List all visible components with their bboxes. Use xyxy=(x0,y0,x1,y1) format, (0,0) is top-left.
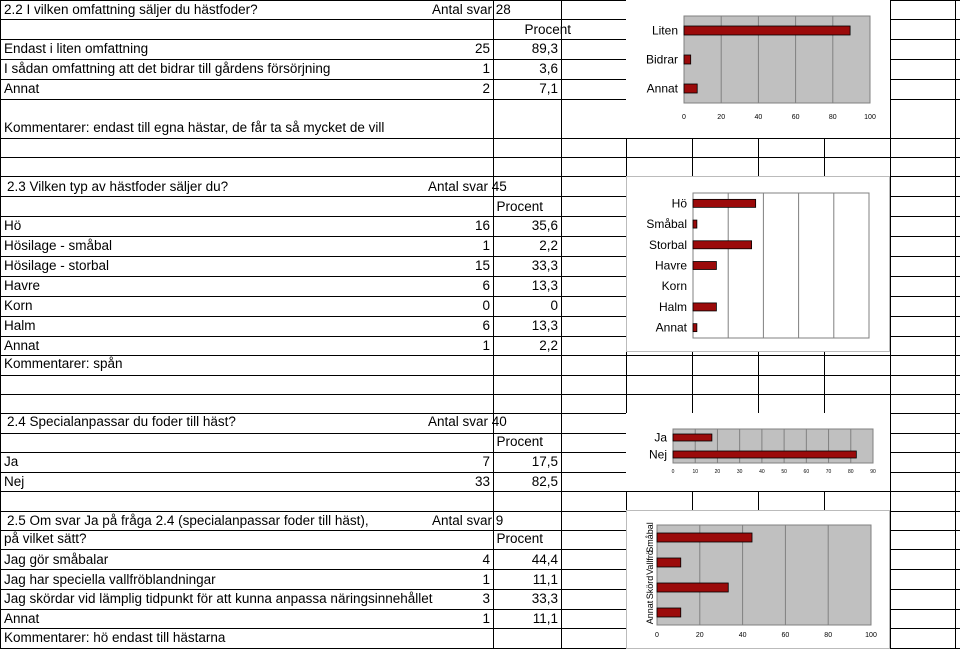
row-count: 0 xyxy=(482,298,490,313)
row-percent: 7,1 xyxy=(539,81,558,96)
bar xyxy=(693,262,716,270)
category-label: Korn xyxy=(661,279,687,294)
row-percent: 0 xyxy=(550,298,558,313)
tick-label: 10 xyxy=(692,469,699,475)
bar xyxy=(657,608,681,617)
plot-area xyxy=(693,193,869,338)
row-percent: 2,2 xyxy=(539,338,558,353)
tick-label: 0 xyxy=(655,632,659,639)
row-percent: 17,5 xyxy=(531,454,558,469)
tick-label: 20 xyxy=(717,114,726,121)
row-label: Hösilage - storbal xyxy=(4,258,110,273)
section-title-continued: på vilket sätt? xyxy=(4,531,87,546)
bar xyxy=(684,55,691,64)
section-title: 2.2 I vilken omfattning säljer du hästfoder? xyxy=(4,2,258,17)
tick-label: 80 xyxy=(824,632,833,639)
tick-label: 60 xyxy=(803,469,810,475)
tick-label: 20 xyxy=(714,469,721,475)
procent-header: Procent xyxy=(496,531,543,546)
row-label: I sådan omfattning att det bidrar till gårdens försörjning xyxy=(4,61,331,76)
chart-pa-vilket-satt xyxy=(626,510,890,649)
row-label: Annat xyxy=(4,610,40,626)
row-percent: 35,6 xyxy=(531,218,558,233)
bar-chart xyxy=(626,413,890,491)
row-count: 1 xyxy=(482,238,490,253)
category-label: Skörd xyxy=(645,575,655,600)
row-percent: 82,5 xyxy=(531,474,558,489)
row-count: 1 xyxy=(482,610,490,626)
row-label: Jag skördar vid lämplig tidpunkt för att kunna anpassa näringsinnehållet xyxy=(4,591,433,606)
row-label: Endast i liten omfattning xyxy=(4,41,149,56)
tick-label: 70 xyxy=(825,469,832,475)
row-percent: 44,4 xyxy=(531,552,558,567)
tick-label: 60 xyxy=(781,632,790,639)
tick-label: 80 xyxy=(847,469,854,475)
section-title: 2.5 Om svar Ja på fråga 2.4 (specialanpassar foder till häst), xyxy=(7,513,369,528)
row-count: 3 xyxy=(482,591,490,606)
category-label: Annat xyxy=(646,81,678,96)
row-percent: 13,3 xyxy=(531,318,558,333)
bar xyxy=(693,324,697,332)
tick-label: 0 xyxy=(671,469,675,475)
tick-label: 40 xyxy=(738,632,747,639)
tick-label: 50 xyxy=(781,469,787,475)
row-percent: 89,3 xyxy=(531,41,558,56)
row-label: Hösilage - småbal xyxy=(4,238,113,253)
category-label: Bidrar xyxy=(645,52,678,67)
category-label: Storbal xyxy=(648,237,687,252)
category-label: Halm xyxy=(658,299,687,314)
bar xyxy=(693,220,697,228)
category-label: Småbal xyxy=(646,217,687,232)
antal-svar: Antal svar 40 xyxy=(428,414,507,429)
row-label: Nej xyxy=(4,474,25,489)
row-label: Jag har speciella vallfröblandningar xyxy=(4,571,216,587)
bar-chart xyxy=(627,177,889,351)
row-percent: 11,1 xyxy=(532,610,558,626)
bar xyxy=(673,434,712,441)
tick-label: 20 xyxy=(695,632,704,639)
row-count: 33 xyxy=(474,474,490,489)
row-label: Korn xyxy=(4,298,33,313)
section-title: 2.3 Vilken typ av hästfoder säljer du? xyxy=(7,179,229,194)
section-title: 2.4 Specialanpassar du foder till häst? xyxy=(7,414,236,429)
chart-omfattning xyxy=(626,0,890,138)
tick-label: 0 xyxy=(682,114,686,121)
procent-header: Procent xyxy=(496,434,543,449)
bar xyxy=(684,84,697,93)
bar xyxy=(657,558,681,567)
tick-label: 100 xyxy=(864,114,876,121)
row-percent: 2,2 xyxy=(539,238,558,253)
bar xyxy=(693,303,716,311)
row-count: 2 xyxy=(482,81,490,96)
antal-svar: Antal svar 28 xyxy=(432,2,511,17)
category-label: Nej xyxy=(648,447,667,462)
row-count: 4 xyxy=(482,552,490,567)
category-label: Annat xyxy=(655,320,687,335)
row-percent: 13,3 xyxy=(531,278,558,293)
comment: Kommentarer: hö endast till hästarna xyxy=(4,630,226,645)
row-label: Annat xyxy=(4,338,40,353)
comment: Kommentarer: spån xyxy=(4,356,123,371)
row-count: 16 xyxy=(474,218,490,233)
row-count: 1 xyxy=(482,338,490,353)
procent-header: Procent xyxy=(524,22,571,37)
row-count: 1 xyxy=(482,571,490,587)
row-count: 1 xyxy=(482,61,490,76)
tick-label: 100 xyxy=(865,632,877,639)
row-label: Havre xyxy=(4,278,41,293)
row-count: 6 xyxy=(482,278,490,293)
comment: Kommentarer: endast till egna hästar, de får ta så mycket de vill xyxy=(4,120,385,135)
bar xyxy=(673,451,856,458)
category-label: Ja xyxy=(654,430,667,445)
chart-specialanpassar xyxy=(626,413,890,491)
tick-label: 40 xyxy=(754,114,763,121)
antal-svar: Antal svar 9 xyxy=(432,513,504,528)
category-label: Liten xyxy=(651,23,678,38)
bar xyxy=(657,533,752,542)
row-count: 25 xyxy=(474,41,490,56)
category-label: Annat xyxy=(645,600,655,625)
category-label: Hö xyxy=(671,196,687,211)
row-count: 15 xyxy=(474,258,490,273)
bar xyxy=(657,583,728,592)
bar xyxy=(693,241,752,249)
tick-label: 80 xyxy=(828,114,837,121)
row-label: Hö xyxy=(4,218,22,233)
category-label: Småbal xyxy=(645,522,655,553)
bar-chart xyxy=(626,0,890,138)
row-label: Halm xyxy=(4,318,36,333)
row-percent: 11,1 xyxy=(532,571,558,587)
row-percent: 33,3 xyxy=(531,591,558,606)
row-label: Annat xyxy=(4,81,40,96)
category-label: Havre xyxy=(654,258,687,273)
procent-header: Procent xyxy=(496,199,543,214)
tick-label: 40 xyxy=(759,469,765,475)
bar-chart xyxy=(627,511,889,648)
chart-fodertyp xyxy=(626,176,890,352)
category-label: Vallfrö xyxy=(645,550,655,575)
tick-label: 90 xyxy=(870,469,876,475)
row-percent: 33,3 xyxy=(531,258,558,273)
bar xyxy=(693,199,756,207)
tick-label: 30 xyxy=(736,469,743,475)
row-count: 6 xyxy=(482,318,490,333)
bar xyxy=(684,26,850,35)
row-percent: 3,6 xyxy=(539,61,558,76)
tick-label: 60 xyxy=(791,114,800,121)
row-count: 7 xyxy=(482,454,490,469)
row-label: Ja xyxy=(4,454,19,469)
antal-svar: Antal svar 45 xyxy=(428,179,507,194)
row-label: Jag gör småbalar xyxy=(4,552,109,567)
